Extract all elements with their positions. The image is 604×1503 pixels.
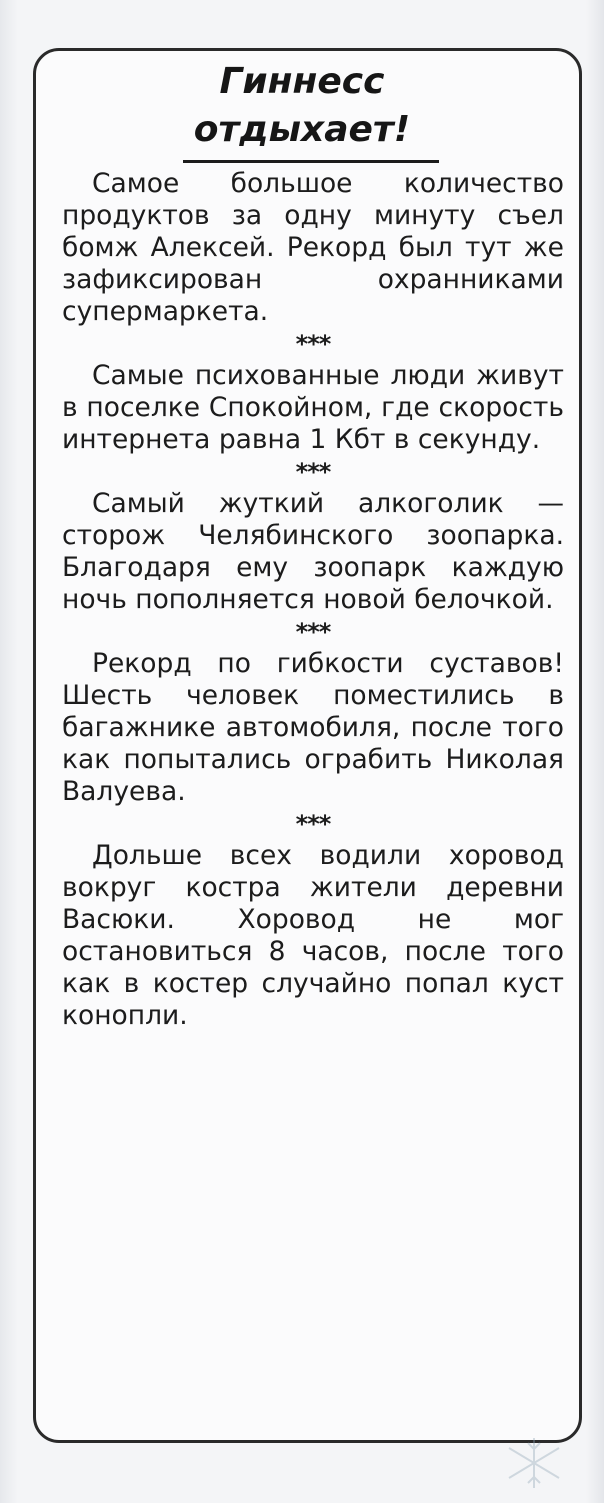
record-item-5: Дольше всех водили хоровод вокруг костра жители деревни Васюки. Хоровод не мог остановиться 8 часов, после того как в костер случайно попал куст конопли. — [62, 840, 564, 1031]
separator-stars: *** — [295, 618, 331, 646]
record-item-4: Рекорд по гибкости суставов! Шесть человек поместились в багажнике автомобиля, после того как попытались ограбить Николая Валуева. — [62, 648, 564, 807]
headline-line-1: Гиннесс — [219, 61, 385, 102]
separator-stars: *** — [295, 810, 331, 838]
headline-underline — [183, 160, 439, 163]
separator-stars: *** — [295, 330, 331, 358]
snowflake-icon — [494, 1433, 574, 1493]
record-item-2: Самые психованные люди живут в поселке Спокойном, где скорость интернета равна 1 Кбт в секунду. — [62, 360, 564, 455]
separator-stars: *** — [295, 458, 331, 486]
headline-line-2: отдыхает! — [193, 109, 411, 150]
article-body — [62, 168, 564, 1032]
record-item-3: Самый жуткий алкоголик — сторож Челябинского зоопарка. Благодаря ему зоопарк каждую ночь пополняется новой белочкой. — [62, 488, 564, 615]
record-item-1: Самое большое количество продуктов за одну минуту съел бомж Алексей. Рекорд был тут же зафиксирован охранниками супермаркета. — [62, 168, 564, 327]
